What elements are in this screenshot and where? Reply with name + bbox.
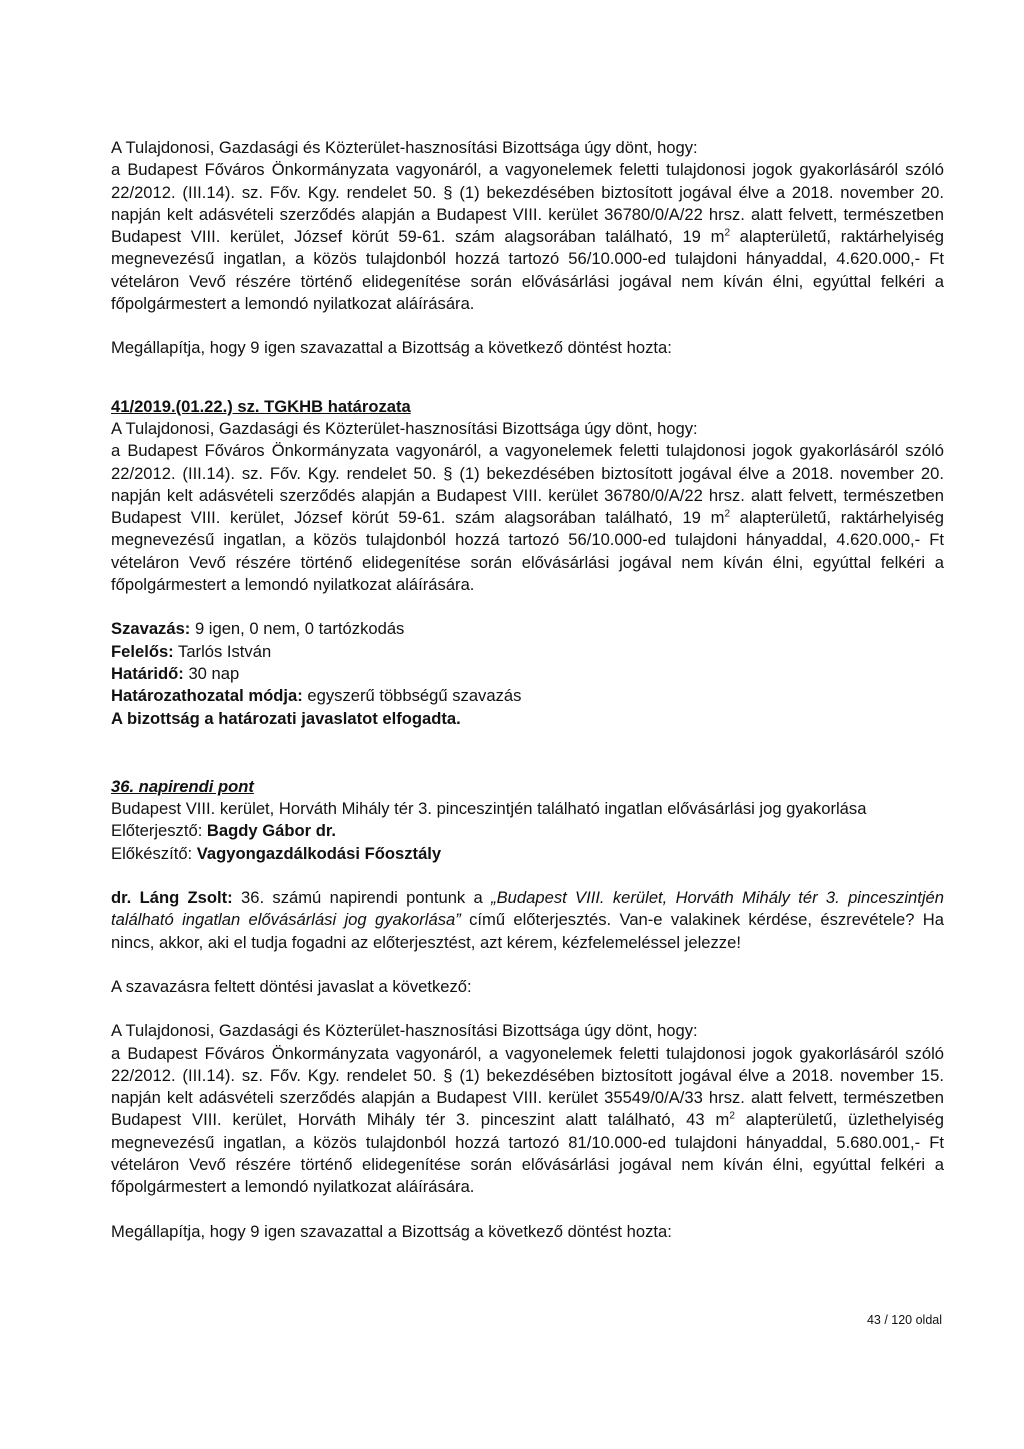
superscript: 2	[729, 1110, 735, 1122]
preparer-line: Előkészítő: Vagyongazdálkodási Főosztály	[111, 843, 442, 863]
decision-body: a Budapest Főváros Önkormányzata vagyonáról, a vagyonelemek feletti tulajdonosi jogok gyakorlásáról szóló 22/2012. (III.14). sz. Főv. Kgy. rendelet 50. § (1) bekezdésében biztosított jogával élve a 2018. november 20. napján kelt adásvételi szerződés alapján a Budapest VIII. kerület 36780/0/A/22 hrsz. alatt felvett, természetben Budapest VIII. kerület, József körút 59-61. szám alagsorában található, 19 $m^2$ alapterületű, raktárhelyiség megnevezésű ingatlan, a közös tulajdonból hozzá tartozó 56/10.000-ed tulajdoni hányaddal, 4.620.000,- Ft vételáron Vevő részére történő elidegenítése során elővásárlási jogával nem kíván élni, egyúttal felkéri a főpolgármestert a lemondó nyilatkozat aláírására.	[111, 441, 945, 595]
superscript: 2	[724, 508, 730, 520]
decision-body: a Budapest Főváros Önkormányzata vagyonáról, a vagyonelemek feletti tulajdonosi jogok gyakorlásáról szóló 22/2012. (III.14). sz. Főv. Kgy. rendelet 50. § (1) bekezdésében biztosított jogával élve a 2018. november 20. napján kelt adásvételi szerződés alapján a Budapest VIII. kerület 36780/0/A/22 hrsz. alatt felvett, természetben Budapest VIII. kerület, József körút 59-61. szám alagsorában található, 19 $m^2$ alapterületű, raktárhelyiség megnevezésű ingatlan, a közös tulajdonból hozzá tartozó 56/10.000-ed tulajdoni hányaddal, 4.620.000,- Ft vételáron Vevő részére történő elidegenítése során elővásárlási jogával nem kíván élni, egyúttal felkéri a főpolgármestert a lemondó nyilatkozat aláírására.	[111, 160, 945, 314]
finding-text: Megállapítja, hogy 9 igen szavazattal a Bizottság a következő döntést hozta:	[111, 338, 672, 358]
resolution-title: 41/2019.(01.22.) sz. TGKHB határozata	[111, 396, 411, 416]
page-number: 43 / 120 oldal	[866, 1313, 942, 1327]
decision-intro: A Tulajdonosi, Gazdasági és Közterület-hasznosítási Bizottsága úgy dönt, hogy:	[111, 1021, 698, 1041]
agenda-title: 36. napirendi pont	[111, 776, 254, 796]
document-body	[111, 137, 944, 1243]
proposal-intro: A szavazásra feltett döntési javaslat a következő:	[111, 976, 472, 996]
decision-intro: A Tulajdonosi, Gazdasági és Közterület-hasznosítási Bizottsága úgy dönt, hogy:	[111, 418, 698, 438]
finding-text: Megállapítja, hogy 9 igen szavazattal a Bizottság a következő döntést hozta:	[111, 1221, 672, 1241]
decision-body: a Budapest Főváros Önkormányzata vagyonáról, a vagyonelemek feletti tulajdonosi jogok gyakorlásáról szóló 22/2012. (III.14). sz. Főv. Kgy. rendelet 50. § (1) bekezdésében biztosított jogával élve a 2018. november 15. napján kelt adásvételi szerződés alapján a Budapest VIII. kerület 35549/0/A/33 hrsz. alatt felvett, természetben Budapest VIII. kerület, Horváth Mihály tér 3. pinceszint alatt található, 43 $m^2$ alapterületű, üzlethelyiség megnevezésű ingatlan, a közös tulajdonból hozzá tartozó 81/10.000-ed tulajdoni hányaddal, 5.680.001,- Ft vételáron Vevő részére történő elidegenítése során elővásárlási jogával nem kíván élni, egyúttal felkéri a főpolgármestert a lemondó nyilatkozat aláírására.	[111, 1043, 944, 1197]
presenter-line: Előterjesztő: Bagdy Gábor dr.	[111, 821, 337, 841]
method-line: Határozathozatal módja: egyszerű többségű szavazás	[111, 686, 522, 706]
accepted-line: A bizottság a határozati javaslatot elfogadta.	[111, 708, 461, 728]
speaker-paragraph: dr. Láng Zsolt: 36. számú napirendi pontunk a „Budapest VIII. kerület, Horváth Mihály tér 3. pinceszintjén található ingatlan elővásárlási jog gyakorlása” című előterjesztés. Van-e valakinek kérdése, észrevétele? Ha nincs, akkor, aki el tudja fogadni az előterjesztést, azt kérem, kézfelemeléssel jelezze!	[111, 888, 945, 952]
deadline-line: Határidő: 30 nap	[111, 663, 240, 683]
agenda-subject: Budapest VIII. kerület, Horváth Mihály tér 3. pinceszintjén található ingatlan elővásárlási jog gyakorlása	[111, 799, 867, 819]
decision-intro: A Tulajdonosi, Gazdasági és Közterület-hasznosítási Bizottsága úgy dönt, hogy:	[111, 138, 698, 157]
superscript: 2	[724, 227, 730, 239]
vote-line: Szavazás: 9 igen, 0 nem, 0 tartózkodás	[111, 619, 405, 639]
responsible-line: Felelős: Tarlós István	[111, 641, 272, 661]
speaker-name: dr. Láng Zsolt:	[111, 888, 233, 908]
